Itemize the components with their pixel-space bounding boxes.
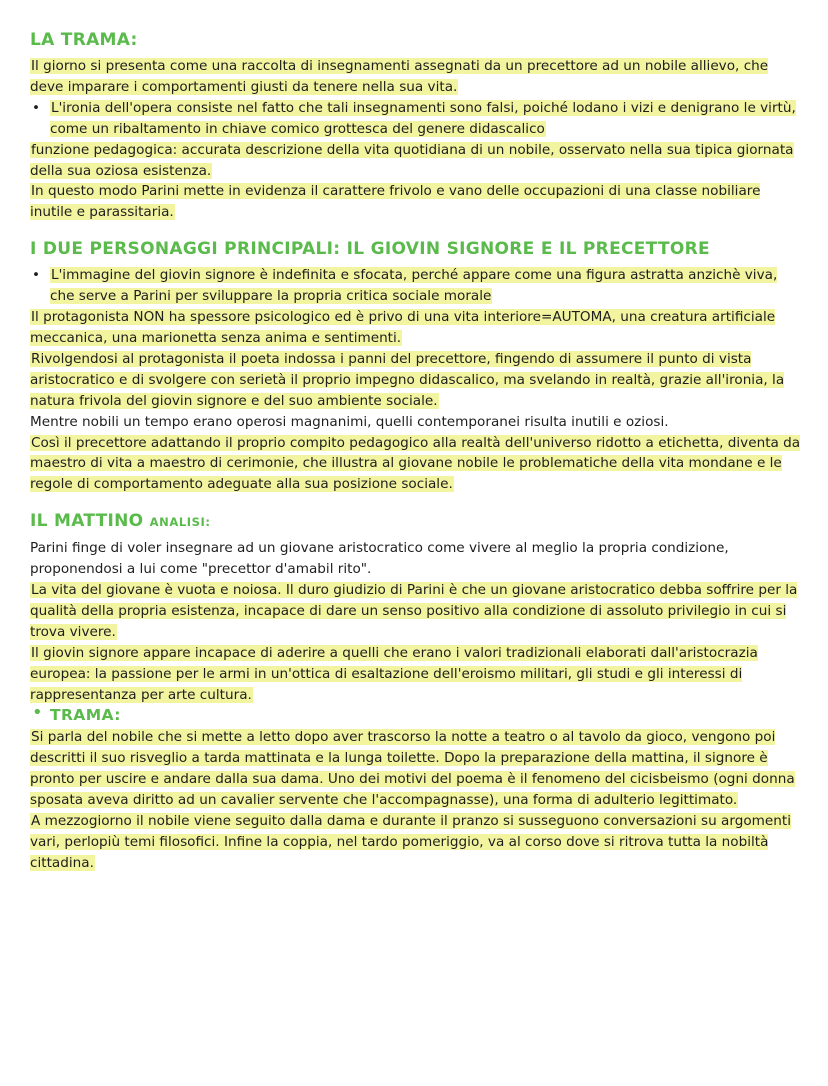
paragraph: Mentre nobili un tempo erano operosi magnanimi, quelli contemporanei risulta inutili e oziosi.	[30, 413, 669, 430]
paragraph: Così il precettore adattando il proprio compito pedagogico alla realtà dell'universo ridotto a etichetta, diventa da maestro di vita a maestro di cerimonie, che illustra al giovane nobile le problematiche della vita mondane e le regole di comportamento adeguate alla sua posizione sociale.	[30, 434, 801, 493]
paragraph: Si parla del nobile che si mette a letto dopo aver trascorso la notte a teatro o al tavolo da gioco, vengono poi descritti il suo risveglio a tarda mattinata e la lunga toilette. Dopo la preparazione della mattina, il signore è pronto per uscire e andare dalla sua dama. Uno dei motivi del poema è il fenomeno del cicisbeismo (ogni donna sposata aveva diritto ad un cavalier servente che l'accompagnasse), una forma di adulterio legittimato.	[30, 729, 795, 809]
section-heading-sub: ANALISI:	[149, 515, 211, 530]
section-personaggi	[30, 237, 802, 495]
section-heading: IL MATTINO ANALISI:	[30, 511, 211, 532]
section-heading: LA TRAMA:	[30, 30, 138, 50]
paragraph: funzione pedagogica: accurata descrizione della vita quotidiana di un nobile, osservato nella sua tipica giornata della sua oziosa esistenza.	[30, 141, 794, 179]
bullet-item: • L'ironia dell'opera consiste nel fatto che tali insegnamenti sono falsi, poiché lodano i vizi e denigrano le virtù, come un ribaltamento in chiave comico grottesca del genere didascalico	[30, 98, 802, 140]
paragraph: Parini finge di voler insegnare ad un giovane aristocratico come vivere al meglio la propria condizione, proponendosi a lui come "precettor d'amabil rito".	[30, 540, 729, 578]
paragraph: Rivolgendosi al protagonista il poeta indossa i panni del precettore, fingendo di assumere il punto di vista aristocratico e di svolgere con serietà il proprio impegno didascalico, ma svelando in realtà, grazie all'ironia, la natura frivola del giovin signore e del suo ambiente sociale.	[30, 350, 785, 409]
bullet-list	[30, 265, 802, 307]
bullet-list	[30, 98, 802, 140]
paragraph: La vita del giovane è vuota e noiosa. Il duro giudizio di Parini è che un giovane aristocratico debba soffrire per la qualità della propria esistenza, incapace di dare un senso positivo alla condizione di assoluto privilegio in cui si trova vivere.	[30, 582, 798, 640]
paragraph: Il protagonista NON ha spessore psicologico ed è privo di una vita interiore=AUTOMA, una creatura artificiale meccanica, una marionetta senza anima e sentimenti.	[30, 309, 776, 346]
paragraph: Il giorno si presenta come una raccolta di insegnamenti assegnati da un precettore ad un nobile allievo, che deve imparare i comportamenti giusti da tenere nella sua vita.	[30, 58, 769, 95]
bullet-list	[30, 705, 802, 727]
paragraph: In questo modo Parini mette in evidenza il carattere frivolo e vano delle occupazioni di una classe nobiliare inutile e parassitaria.	[30, 183, 761, 221]
paragraph: A mezzogiorno il nobile viene seguito dalla dama e durante il pranzo si susseguono conversazioni su argomenti vari, perlopiù temi filosofici. Infine la coppia, nel tardo pomeriggio, va al corso dove si ritrova tutta la nobiltà cittadina.	[30, 813, 791, 871]
section-il-mattino	[30, 509, 802, 874]
paragraph: Il giovin signore appare incapace di aderire a quelli che erano i valori tradizionali elaborati dall'aristocrazia europea: la passione per le armi in un'ottica di esaltazione dell'eroismo militari, gli studi e gli interessi di rappresentanza per arte cultura.	[30, 644, 758, 703]
bullet-item: • L'immagine del giovin signore è indefinita e sfocata, perché appare come una figura astratta anzichè viva, che serve a Parini per sviluppare la propria critica sociale morale	[30, 265, 802, 307]
section-heading: I DUE PERSONAGGI PRINCIPALI: IL GIOVIN SIGNORE E IL PRECETTORE	[30, 239, 710, 260]
sub-heading-bullet: • TRAMA:	[30, 705, 802, 727]
section-la-trama	[30, 28, 802, 223]
